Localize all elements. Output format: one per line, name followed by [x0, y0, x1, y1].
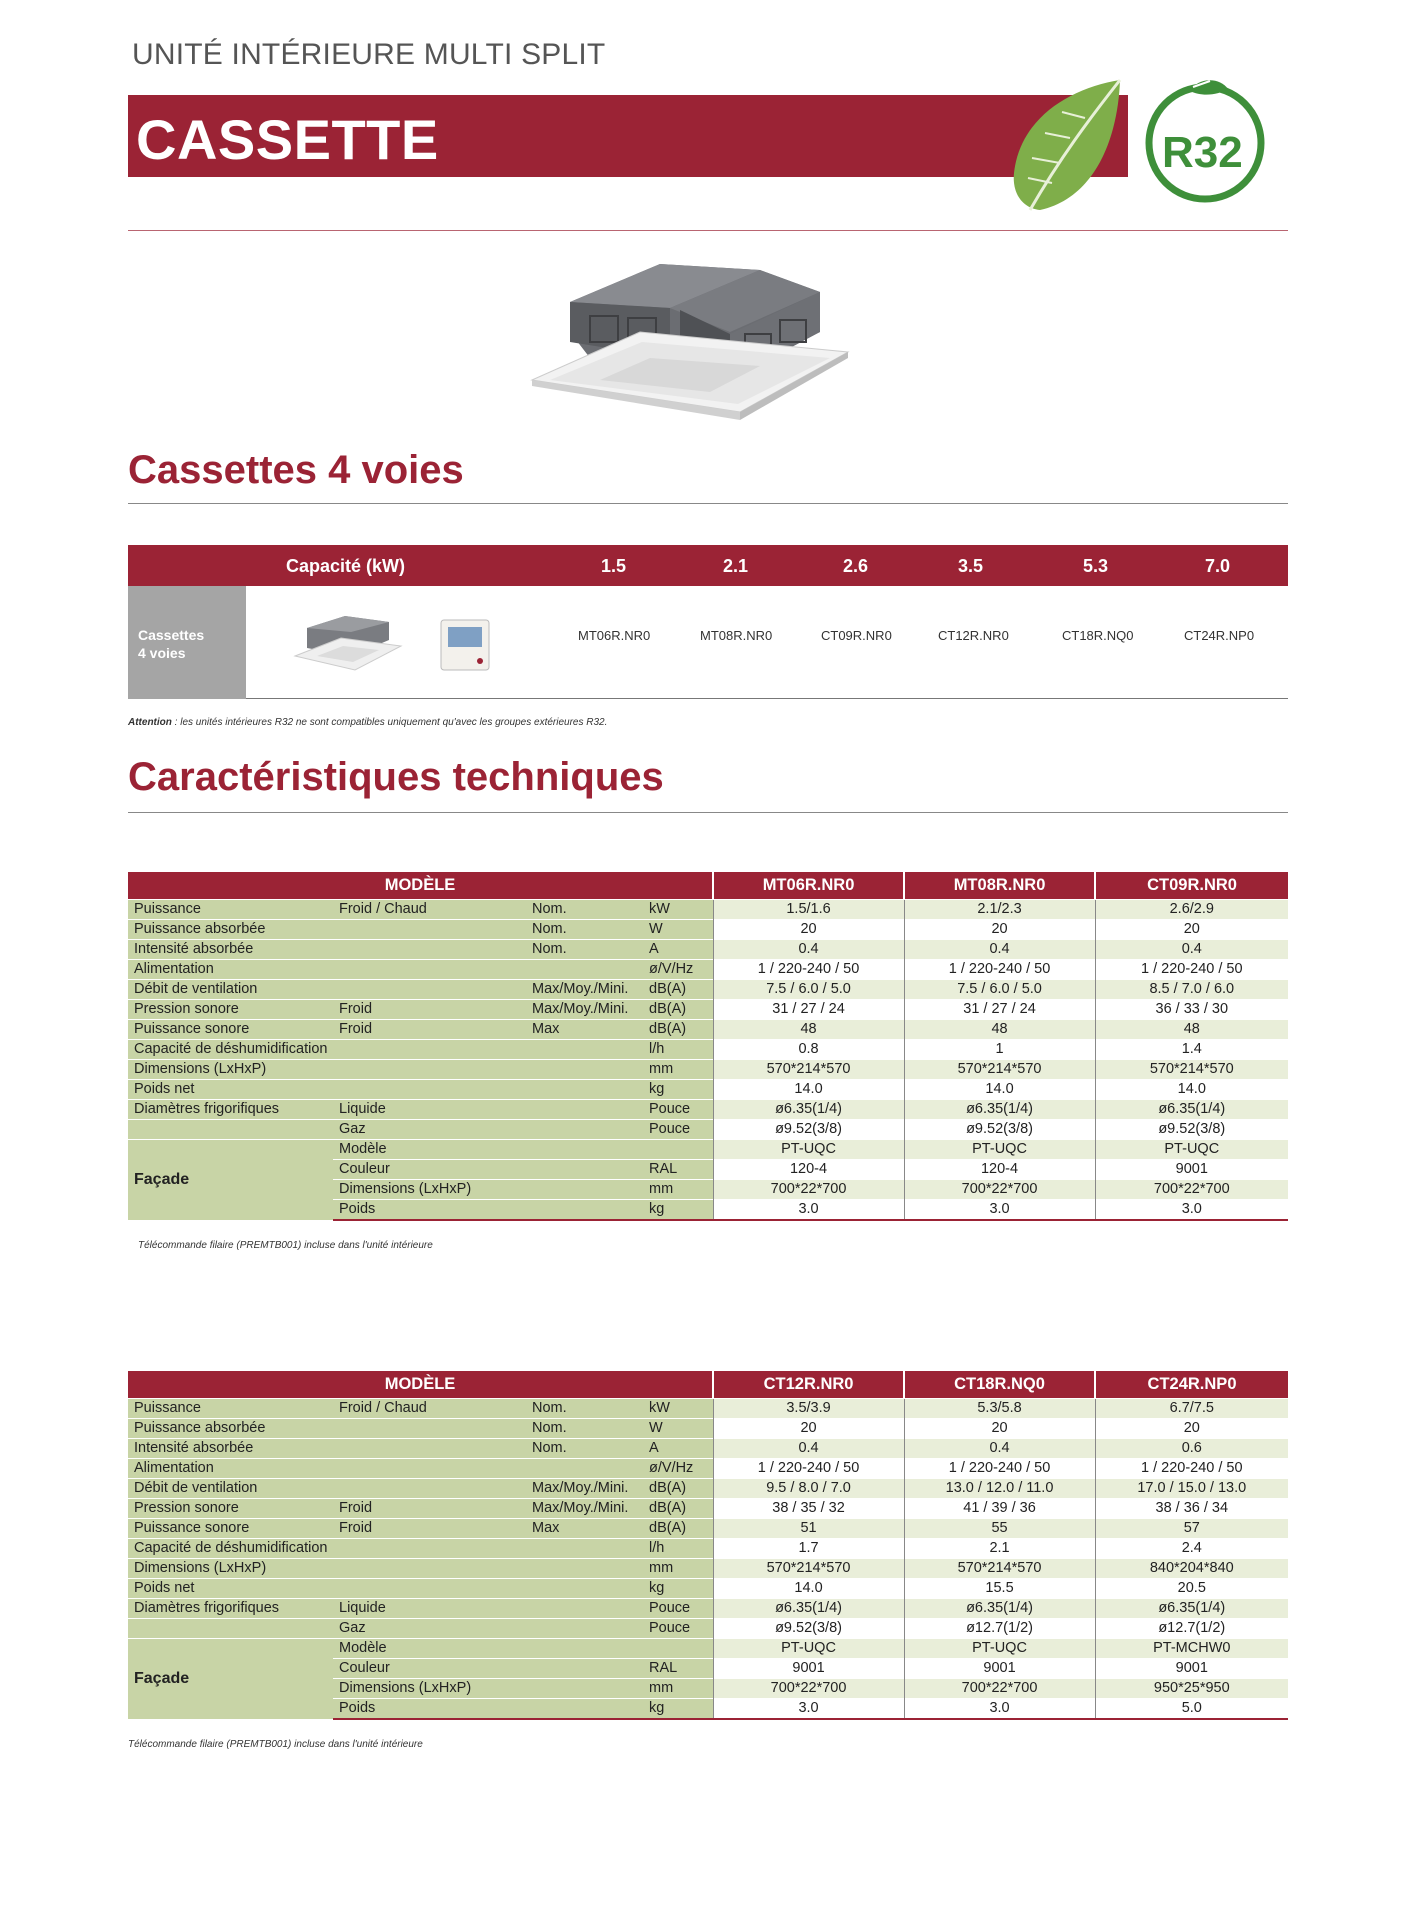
row-unit: A [643, 1438, 713, 1458]
row-label: Pression sonore [128, 1498, 333, 1518]
table-cell: 570*214*570 [904, 1059, 1095, 1079]
table-cell: 1.5/1.6 [713, 899, 904, 919]
capacity-model: CT18R.NQ0 [1062, 628, 1134, 643]
table-row [128, 959, 1288, 979]
table-cell: 5.3/5.8 [904, 1398, 1095, 1418]
row-unit: Pouce [643, 1598, 713, 1618]
row-unit: W [643, 919, 713, 939]
table-cell: 1 / 220-240 / 50 [904, 959, 1095, 979]
table-cell: 700*22*700 [713, 1678, 904, 1698]
table-cell: 3.0 [904, 1698, 1095, 1719]
row-sublabel: Dimensions (LxHxP) [333, 1179, 526, 1199]
row-condition [526, 1119, 643, 1139]
table-cell: 9001 [1095, 1159, 1288, 1179]
table-cell: 700*22*700 [713, 1179, 904, 1199]
table-cell: 20 [1095, 919, 1288, 939]
table-row [128, 1598, 1288, 1618]
header-divider [128, 230, 1288, 231]
table-cell: 1.4 [1095, 1039, 1288, 1059]
row-unit: kW [643, 1398, 713, 1418]
facade-label: Façade [128, 1638, 333, 1719]
table-cell: 8.5 / 7.0 / 6.0 [1095, 979, 1288, 999]
row-unit: Pouce [643, 1618, 713, 1638]
row-label: Puissance [128, 899, 333, 919]
row-condition: Nom. [526, 1418, 643, 1438]
row-label: Alimentation [128, 1458, 333, 1478]
table-row [128, 1618, 1288, 1638]
row-condition [526, 959, 643, 979]
capacity-model: CT09R.NR0 [821, 628, 892, 643]
table-cell: ø6.35(1/4) [904, 1598, 1095, 1618]
cassette-unit-illustration [530, 262, 850, 432]
table-cell: 840*204*840 [1095, 1558, 1288, 1578]
row-unit: RAL [643, 1658, 713, 1678]
row-sublabel: Dimensions (LxHxP) [333, 1678, 526, 1698]
table-cell: ø6.35(1/4) [904, 1099, 1095, 1119]
table-cell: 700*22*700 [1095, 1179, 1288, 1199]
row-sublabel: Froid [333, 999, 526, 1019]
row-unit: kg [643, 1199, 713, 1220]
table-cell: ø6.35(1/4) [713, 1598, 904, 1618]
table-cell: 7.5 / 6.0 / 5.0 [713, 979, 904, 999]
row-condition: Nom. [526, 939, 643, 959]
table-cell: PT-MCHW0 [1095, 1638, 1288, 1658]
table-row [128, 1638, 1288, 1658]
row-condition: Nom. [526, 919, 643, 939]
row-condition: Nom. [526, 1398, 643, 1418]
row-unit: ø/V/Hz [643, 959, 713, 979]
section-divider [128, 812, 1288, 813]
row-sublabel: Froid / Chaud [333, 899, 526, 919]
capacity-model: MT08R.NR0 [700, 628, 773, 643]
table-cell: PT-UQC [713, 1638, 904, 1658]
table-cell: 17.0 / 15.0 / 13.0 [1095, 1478, 1288, 1498]
row-unit: mm [643, 1678, 713, 1698]
section-title-cassettes: Cassettes 4 voies [128, 448, 464, 492]
table-cell: 1 / 220-240 / 50 [713, 959, 904, 979]
row-sublabel: Couleur [333, 1658, 526, 1678]
table-cell: 1 [904, 1039, 1095, 1059]
table-cell: ø9.52(3/8) [904, 1119, 1095, 1139]
table-row [128, 1578, 1288, 1598]
leaf-icon [1000, 78, 1130, 218]
table-cell: 0.6 [1095, 1438, 1288, 1458]
attention-label: Attention [128, 717, 172, 728]
table-cell: 1 / 220-240 / 50 [904, 1458, 1095, 1478]
spec-table-2 [128, 1371, 1288, 1720]
row-unit: kg [643, 1578, 713, 1598]
capacity-header-label: Capacité (kW) [286, 556, 406, 576]
table-cell: 31 / 27 / 24 [713, 999, 904, 1019]
row-label: Capacité de déshumidification [128, 1538, 643, 1558]
spec-table-1 [128, 872, 1288, 1221]
table-cell: ø9.52(3/8) [1095, 1119, 1288, 1139]
table-cell: 20 [904, 919, 1095, 939]
table-row [128, 979, 1288, 999]
row-condition [526, 1598, 643, 1618]
row-condition [526, 1698, 643, 1719]
row-unit: l/h [643, 1039, 713, 1059]
modele-header: MODÈLE [128, 872, 713, 899]
row-unit: ø/V/Hz [643, 1458, 713, 1478]
row-sublabel: Modèle [333, 1139, 526, 1159]
table-cell: 36 / 33 / 30 [1095, 999, 1288, 1019]
table-row [128, 1099, 1288, 1119]
table-cell: 700*22*700 [904, 1678, 1095, 1698]
table-cell: 0.4 [904, 939, 1095, 959]
table-cell: ø6.35(1/4) [1095, 1598, 1288, 1618]
row-label: Diamètres frigorifiques [128, 1598, 333, 1618]
table-cell: 2.1/2.3 [904, 899, 1095, 919]
row-sublabel [333, 1438, 526, 1458]
table-cell: 0.4 [904, 1438, 1095, 1458]
table-cell: 14.0 [713, 1578, 904, 1598]
table-cell: 3.0 [713, 1698, 904, 1719]
table-row [128, 1558, 1288, 1578]
row-label: Poids net [128, 1578, 643, 1598]
row-sublabel: Liquide [333, 1099, 526, 1119]
table-cell: 57 [1095, 1518, 1288, 1538]
model-header: CT18R.NQ0 [904, 1371, 1095, 1398]
row-sublabel [333, 959, 526, 979]
table-row [128, 1538, 1288, 1558]
row-unit: A [643, 939, 713, 959]
row-label: Puissance absorbée [128, 919, 333, 939]
model-header: CT12R.NR0 [713, 1371, 904, 1398]
capacity-header [128, 545, 1288, 586]
row-condition: Max/Moy./Mini. [526, 1498, 643, 1518]
capacity-value: 2.1 [723, 556, 749, 576]
table-cell: ø9.52(3/8) [713, 1618, 904, 1638]
row-sublabel: Poids [333, 1698, 526, 1719]
row-label: Intensité absorbée [128, 1438, 333, 1458]
table-cell: 1 / 220-240 / 50 [713, 1458, 904, 1478]
r32-badge-label: R32 [1162, 128, 1243, 177]
table-cell: 38 / 35 / 32 [713, 1498, 904, 1518]
row-unit: kg [643, 1698, 713, 1719]
row-unit: mm [643, 1179, 713, 1199]
table-cell: ø6.35(1/4) [1095, 1099, 1288, 1119]
table-cell: ø6.35(1/4) [713, 1099, 904, 1119]
row-unit: mm [643, 1059, 713, 1079]
row-condition [526, 1638, 643, 1658]
row-sublabel: Froid [333, 1518, 526, 1538]
table-cell: 0.4 [713, 1438, 904, 1458]
row-condition: Max/Moy./Mini. [526, 1478, 643, 1498]
row-condition [526, 1458, 643, 1478]
row-condition: Max/Moy./Mini. [526, 979, 643, 999]
row-sublabel: Froid [333, 1498, 526, 1518]
table-row [128, 1498, 1288, 1518]
table-cell: 15.5 [904, 1578, 1095, 1598]
table-cell: 1 / 220-240 / 50 [1095, 1458, 1288, 1478]
row-label: Alimentation [128, 959, 333, 979]
model-header: CT09R.NR0 [1095, 872, 1288, 899]
row-label: Débit de ventilation [128, 1478, 333, 1498]
row-sublabel: Modèle [333, 1638, 526, 1658]
row-label: Intensité absorbée [128, 939, 333, 959]
capacity-model: MT06R.NR0 [578, 628, 651, 643]
row-condition [526, 1159, 643, 1179]
row-label: Puissance [128, 1398, 333, 1418]
page-title: CASSETTE [136, 108, 439, 171]
capacity-value: 2.6 [843, 556, 869, 576]
table-row [128, 1438, 1288, 1458]
row-sublabel: Couleur [333, 1159, 526, 1179]
table-cell: PT-UQC [904, 1638, 1095, 1658]
row-unit: kW [643, 899, 713, 919]
table-cell: 3.0 [713, 1199, 904, 1220]
remote-controller-icon [440, 619, 490, 671]
table-row [128, 1139, 1288, 1159]
table-row [128, 1418, 1288, 1438]
row-sublabel [333, 1458, 526, 1478]
table-row [128, 1119, 1288, 1139]
table-cell: 1.7 [713, 1538, 904, 1558]
table-cell: 9001 [1095, 1658, 1288, 1678]
row-label: Dimensions (LxHxP) [128, 1558, 643, 1578]
row-unit: Pouce [643, 1099, 713, 1119]
row-condition: Nom. [526, 1438, 643, 1458]
table-cell: 20 [713, 919, 904, 939]
row-unit: dB(A) [643, 1518, 713, 1538]
table-cell: 120-4 [904, 1159, 1095, 1179]
row-sublabel [333, 1478, 526, 1498]
table-row [128, 1518, 1288, 1538]
table-cell: 55 [904, 1518, 1095, 1538]
table-cell: ø12.7(1/2) [904, 1618, 1095, 1638]
attention-text: : les unités intérieures R32 ne sont compatibles uniquement qu'avec les groupes extérieures R32. [171, 717, 608, 728]
row-unit: dB(A) [643, 979, 713, 999]
table-cell: 5.0 [1095, 1698, 1288, 1719]
row-sublabel [333, 1418, 526, 1438]
row-unit: l/h [643, 1538, 713, 1558]
spec-header-row [128, 872, 1288, 899]
table-cell: 14.0 [904, 1079, 1095, 1099]
row-condition: Max [526, 1518, 643, 1538]
table-cell: 14.0 [713, 1079, 904, 1099]
table-row [128, 1458, 1288, 1478]
row-unit: Pouce [643, 1119, 713, 1139]
row-label [128, 1618, 333, 1638]
row-sublabel: Gaz [333, 1618, 526, 1638]
modele-header: MODÈLE [128, 1371, 713, 1398]
row-unit [643, 1139, 713, 1159]
model-header: MT08R.NR0 [904, 872, 1095, 899]
table-cell: PT-UQC [1095, 1139, 1288, 1159]
row-label: Capacité de déshumidification [128, 1039, 643, 1059]
row-unit: dB(A) [643, 999, 713, 1019]
row-sublabel [333, 939, 526, 959]
row-unit: kg [643, 1079, 713, 1099]
table-cell: 570*214*570 [713, 1558, 904, 1578]
table-cell: 20 [1095, 1418, 1288, 1438]
table-cell: 2.4 [1095, 1538, 1288, 1558]
table-cell: 950*25*950 [1095, 1678, 1288, 1698]
table-row [128, 1079, 1288, 1099]
row-unit: dB(A) [643, 1019, 713, 1039]
row-label [128, 1119, 333, 1139]
table-cell: 3.0 [904, 1199, 1095, 1220]
table-cell: PT-UQC [904, 1139, 1095, 1159]
row-label-line: 4 voies [138, 645, 186, 661]
row-condition: Max [526, 1019, 643, 1039]
table-cell: 48 [1095, 1019, 1288, 1039]
table-cell: 120-4 [713, 1159, 904, 1179]
table-row [128, 1398, 1288, 1418]
table-cell: 20 [713, 1418, 904, 1438]
model-header: MT06R.NR0 [713, 872, 904, 899]
table-cell: ø9.52(3/8) [713, 1119, 904, 1139]
facade-label: Façade [128, 1139, 333, 1220]
row-condition [526, 1099, 643, 1119]
row-sublabel [333, 979, 526, 999]
row-sublabel: Liquide [333, 1598, 526, 1618]
row-unit: mm [643, 1558, 713, 1578]
section-kicker: UNITÉ INTÉRIEURE MULTI SPLIT [132, 38, 606, 71]
row-condition [526, 1678, 643, 1698]
table-cell: 20 [904, 1418, 1095, 1438]
table-row [128, 1039, 1288, 1059]
table-row [128, 1478, 1288, 1498]
table-cell: 48 [713, 1019, 904, 1039]
table-cell: 0.4 [1095, 939, 1288, 959]
row-sublabel: Poids [333, 1199, 526, 1220]
table-cell: 6.7/7.5 [1095, 1398, 1288, 1418]
table-row [128, 1059, 1288, 1079]
table-cell: 570*214*570 [1095, 1059, 1288, 1079]
spec-header-row [128, 1371, 1288, 1398]
table-cell: 41 / 39 / 36 [904, 1498, 1095, 1518]
row-unit: W [643, 1418, 713, 1438]
remote-note: Télécommande filaire (PREMTB001) incluse dans l'unité intérieure [138, 1240, 433, 1251]
row-label: Puissance sonore [128, 1518, 333, 1538]
row-unit: RAL [643, 1159, 713, 1179]
row-unit [643, 1638, 713, 1658]
table-cell: 31 / 27 / 24 [904, 999, 1095, 1019]
row-label: Poids net [128, 1079, 643, 1099]
row-sublabel [333, 919, 526, 939]
row-sublabel: Gaz [333, 1119, 526, 1139]
table-cell: 3.0 [1095, 1199, 1288, 1220]
section-divider [128, 503, 1288, 504]
remote-note: Télécommande filaire (PREMTB001) incluse dans l'unité intérieure [128, 1739, 423, 1750]
row-label: Diamètres frigorifiques [128, 1099, 333, 1119]
row-condition [526, 1618, 643, 1638]
row-label: Dimensions (LxHxP) [128, 1059, 643, 1079]
row-condition [526, 1179, 643, 1199]
row-condition: Max/Moy./Mini. [526, 999, 643, 1019]
row-label: Puissance absorbée [128, 1418, 333, 1438]
table-cell: 48 [904, 1019, 1095, 1039]
capacity-value: 5.3 [1083, 556, 1109, 576]
model-header: CT24R.NP0 [1095, 1371, 1288, 1398]
row-condition [526, 1139, 643, 1159]
capacity-model: CT12R.NR0 [938, 628, 1009, 643]
table-cell: 2.1 [904, 1538, 1095, 1558]
row-label: Pression sonore [128, 999, 333, 1019]
table-cell: 38 / 36 / 34 [1095, 1498, 1288, 1518]
table-cell: 9.5 / 8.0 / 7.0 [713, 1478, 904, 1498]
capacity-model: CT24R.NP0 [1184, 628, 1255, 643]
row-condition: Nom. [526, 899, 643, 919]
capacity-value: 3.5 [958, 556, 984, 576]
table-cell: 9001 [713, 1658, 904, 1678]
table-cell: 570*214*570 [713, 1059, 904, 1079]
row-unit: dB(A) [643, 1478, 713, 1498]
capacity-row [128, 586, 1288, 699]
table-row [128, 939, 1288, 959]
table-cell: 13.0 / 12.0 / 11.0 [904, 1478, 1095, 1498]
table-cell: 570*214*570 [904, 1558, 1095, 1578]
row-label: Puissance sonore [128, 1019, 333, 1039]
table-cell: 700*22*700 [904, 1179, 1095, 1199]
table-row [128, 999, 1288, 1019]
section-title-specs: Caractéristiques techniques [128, 755, 664, 799]
table-cell: 20.5 [1095, 1578, 1288, 1598]
cassette-thumbnail [293, 614, 403, 674]
row-label: Débit de ventilation [128, 979, 333, 999]
table-cell: 7.5 / 6.0 / 5.0 [904, 979, 1095, 999]
table-cell: 9001 [904, 1658, 1095, 1678]
table-cell: 3.5/3.9 [713, 1398, 904, 1418]
table-cell: 0.4 [713, 939, 904, 959]
table-cell: 51 [713, 1518, 904, 1538]
table-cell: 14.0 [1095, 1079, 1288, 1099]
capacity-value: 7.0 [1205, 556, 1231, 576]
table-cell: 0.8 [713, 1039, 904, 1059]
row-condition [526, 1658, 643, 1678]
table-row [128, 1019, 1288, 1039]
attention-note [128, 717, 607, 728]
table-cell: 2.6/2.9 [1095, 899, 1288, 919]
row-sublabel: Froid / Chaud [333, 1398, 526, 1418]
table-cell: PT-UQC [713, 1139, 904, 1159]
table-cell: 1 / 220-240 / 50 [1095, 959, 1288, 979]
row-label-line: Cassettes [138, 627, 205, 643]
capacity-row-label [128, 586, 246, 699]
table-row [128, 899, 1288, 919]
table-cell: ø12.7(1/2) [1095, 1618, 1288, 1638]
capacity-value: 1.5 [601, 556, 627, 576]
table-row [128, 919, 1288, 939]
row-condition [526, 1199, 643, 1220]
row-sublabel: Froid [333, 1019, 526, 1039]
row-unit: dB(A) [643, 1498, 713, 1518]
